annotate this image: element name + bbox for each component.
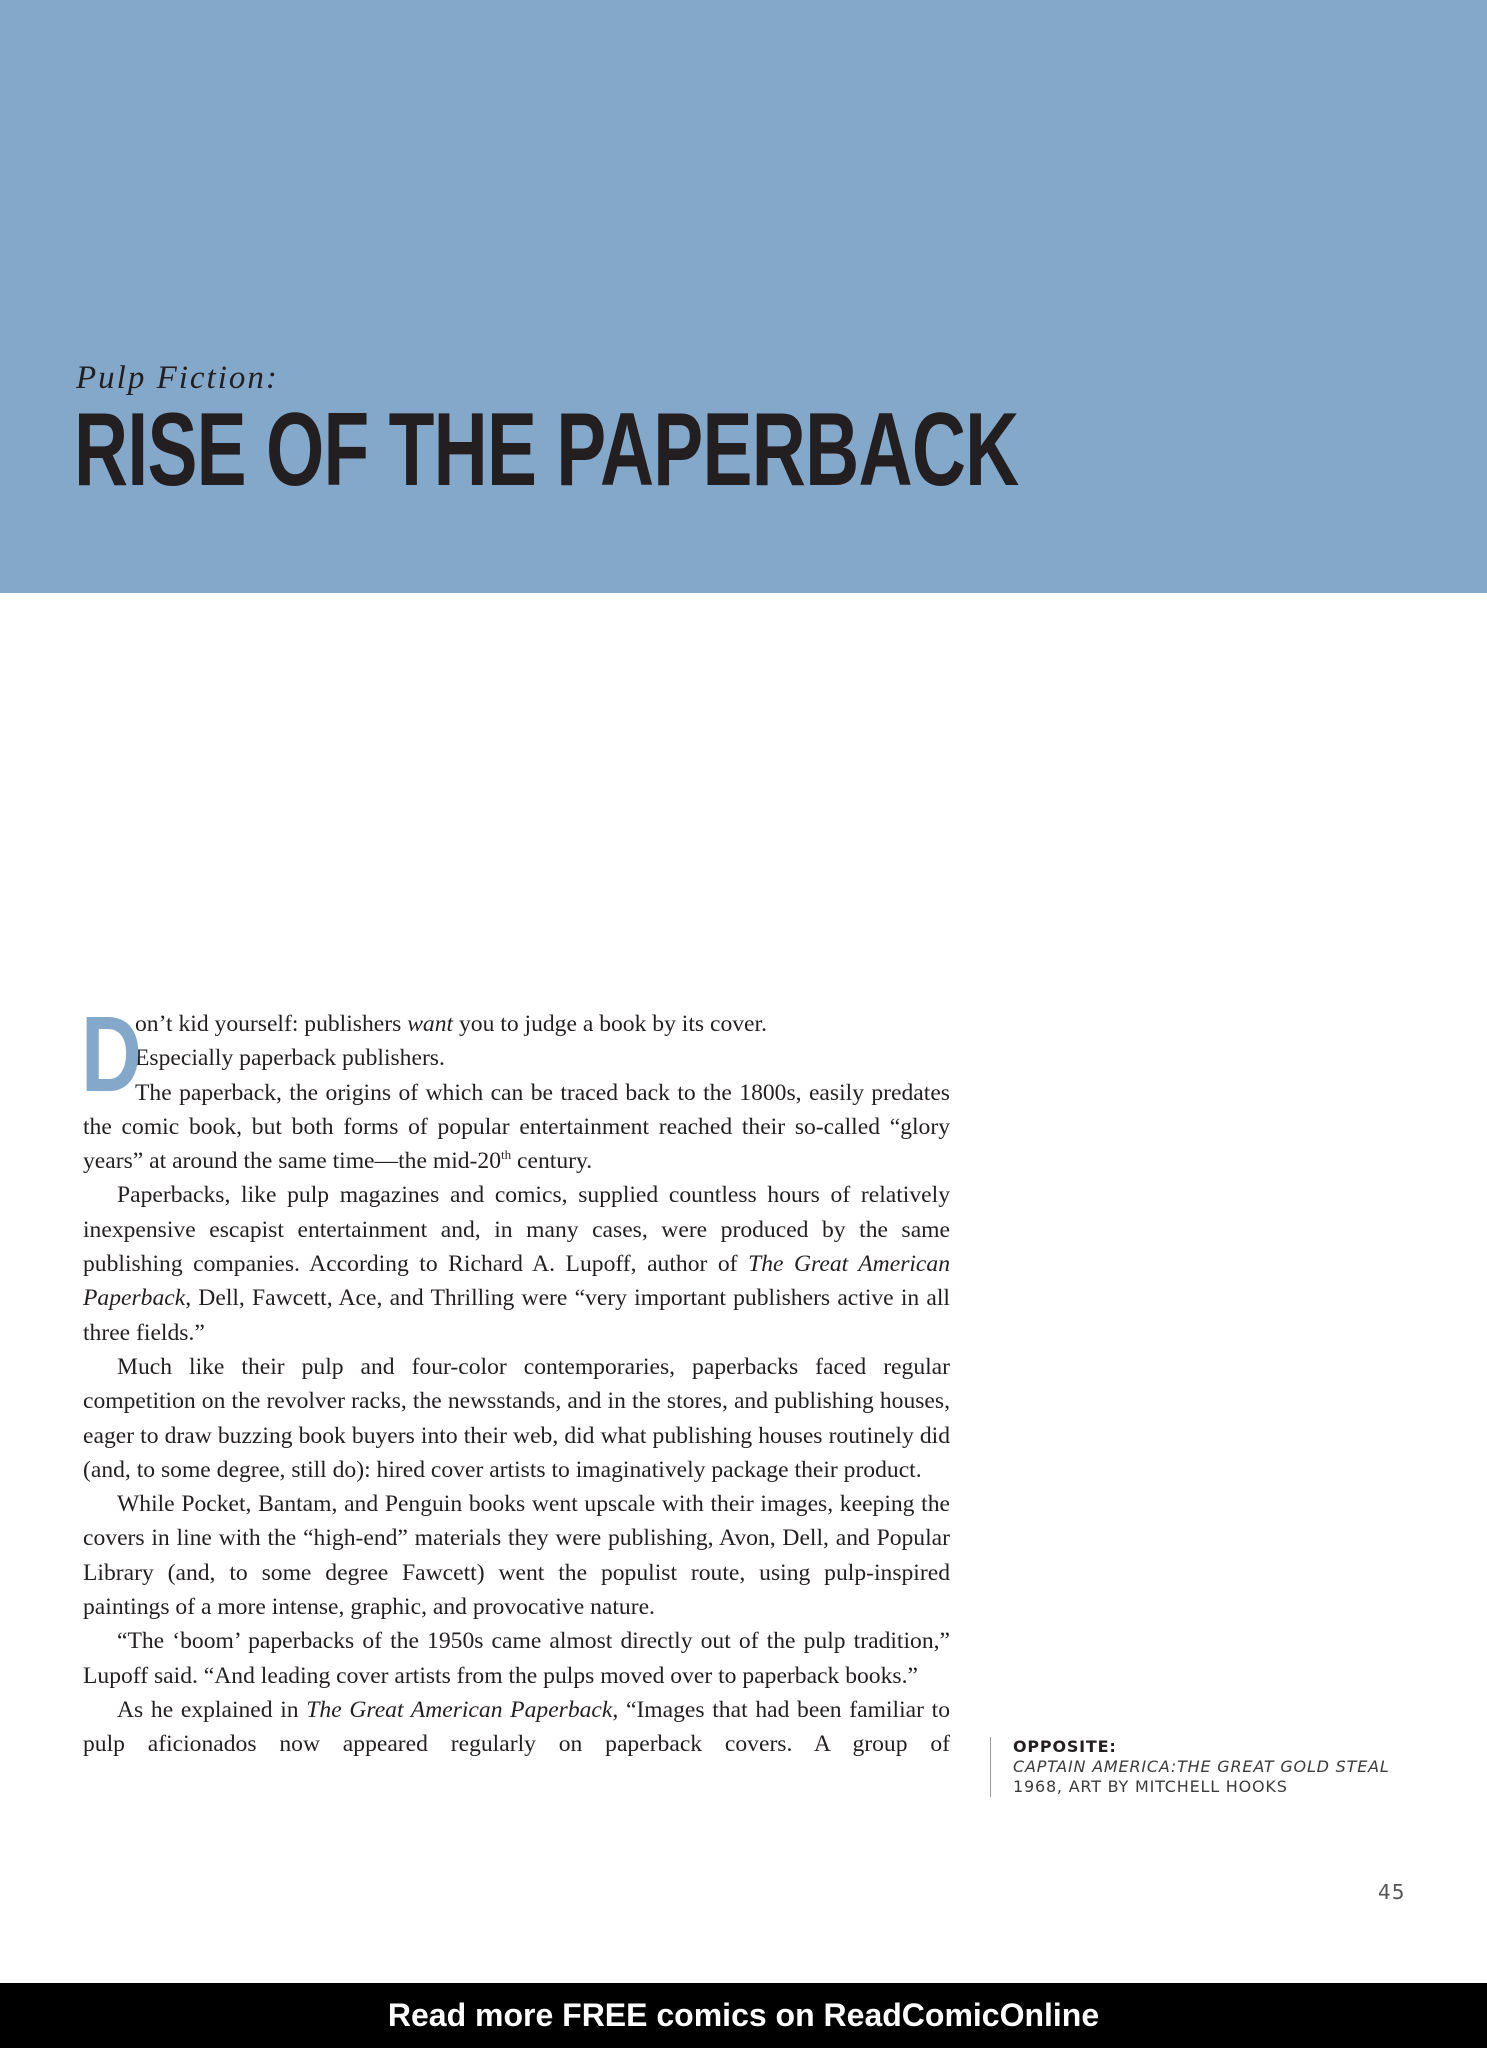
paragraph-text: Paperbacks, like pulp magazines and comics, supplied countless hours of relatively inexpensive escapist entertainment and, in many cases, were produced by the same publishing companies. According to Richard A. Lupoff, author of	[83, 1182, 950, 1278]
paragraph-1	[83, 1007, 950, 1041]
paragraph-text: , “Images that had been familiar to pulp aficionados now appeared regularly on paperback covers. A group of	[83, 1696, 950, 1758]
emphasis-text: want	[407, 1011, 454, 1037]
paragraph-text: The paperback, the origins of which can be traced back to the 1800s, easily predates the comic book, but both forms of popular entertainment reached their so-called “glory years” at around the same time—the mid-20	[83, 1079, 950, 1175]
paragraph-4	[83, 1178, 950, 1349]
paragraph-text: on’t kid yourself: publishers	[135, 1011, 408, 1037]
paragraph-8	[83, 1693, 950, 1762]
page-number: 45	[1378, 1880, 1406, 1904]
superscript: th	[501, 1147, 512, 1163]
book-title: The Great American Paperback	[83, 1251, 950, 1312]
paragraph-text: , Dell, Fawcett, Ace, and Thrilling were “very important publishers active in all three fields.”	[83, 1285, 950, 1346]
paragraph-2: Especially paperback publishers.	[135, 1045, 445, 1072]
paragraph-5: Much like their pulp and four-color contemporaries, paperbacks faced regular competition on the revolver racks, the newsstands, and in the stores, and publishing houses, eager to draw buzzing book buyers into their web, did what publishing houses routinely did (and, to some degree, still do): hired cover artists to imaginatively package their product.	[83, 1353, 950, 1483]
header-band	[0, 0, 1487, 593]
paragraph-text: you to judge a book by its cover.	[453, 1011, 767, 1037]
paragraph-7: “The ‘boom’ paperbacks of the 1950s came almost directly out of the pulp tradition,” Lupoff said. “And leading cover artists from the pulps moved over to paperback books.”	[83, 1628, 950, 1689]
caption-title: CAPTAIN AMERICA:THE GREAT GOLD STEAL	[1013, 1757, 1390, 1776]
image-caption	[990, 1737, 1390, 1797]
chapter-title: RISE OF THE PAPERBACK	[74, 392, 1019, 508]
promo-banner[interactable]: Read more FREE comics on ReadComicOnline	[0, 1983, 1487, 2048]
chapter-subtitle: Pulp Fiction:	[76, 360, 279, 396]
paragraph-text: As he explained in	[117, 1696, 307, 1723]
paragraph-3	[83, 1076, 950, 1179]
book-title: The Great American Paperback	[306, 1696, 613, 1723]
article-body	[81, 993, 950, 1762]
caption-credit: 1968, ART BY MITCHELL HOOKS	[1013, 1777, 1288, 1796]
drop-cap: D	[81, 993, 142, 1114]
paragraph-6: While Pocket, Bantam, and Penguin books went upscale with their images, keeping the covers in line with the “high-end” materials they were publishing, Avon, Dell, and Popular Library (and, to some degree Fawcett) went the populist route, using pulp-inspired paintings of a more intense, graphic, and provocative nature.	[83, 1491, 950, 1621]
paragraph-text: century.	[511, 1148, 593, 1175]
caption-label: OPPOSITE:	[1013, 1737, 1117, 1756]
